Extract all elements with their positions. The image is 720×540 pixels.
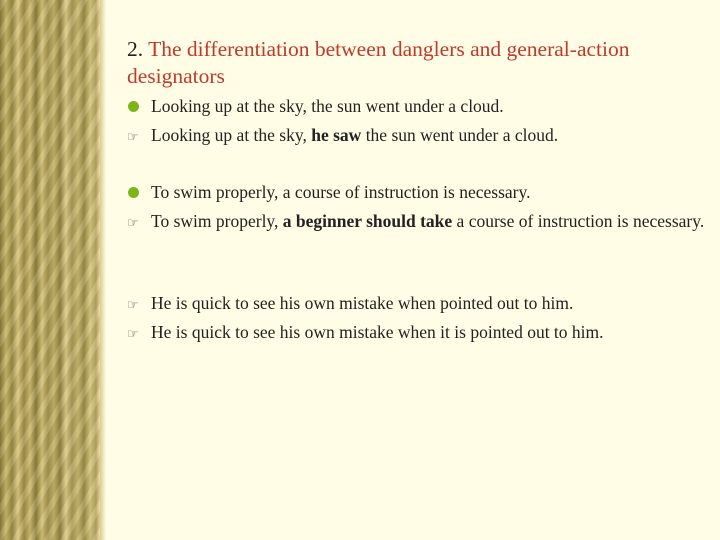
example-2-emphasis: he saw [311, 125, 362, 145]
example-1-text: Looking up at the sky, the sun went under a cloud. [151, 96, 504, 116]
example-6-text: He is quick to see his own mistake when it is pointed out to him. [151, 322, 604, 342]
title-text: The differentiation between danglers and general-action designators [127, 37, 630, 88]
example-1 [127, 94, 712, 118]
green-dot-bullet-icon [127, 94, 151, 118]
example-6 [127, 320, 712, 347]
example-2-after: the sun went under a cloud. [361, 125, 559, 145]
pointing-hand-icon: ☞ [127, 130, 139, 145]
example-4-emphasis: a beginner should take [282, 211, 453, 231]
example-3 [127, 180, 712, 204]
band-edge [100, 0, 106, 540]
example-5-text: He is quick to see his own mistake when pointed out to him. [151, 293, 574, 313]
example-4-before: To swim properly, [151, 211, 283, 231]
pointing-hand-icon: ☞ [127, 298, 139, 313]
example-2-before: Looking up at the sky, [151, 125, 312, 145]
green-dot-bullet-icon [127, 180, 151, 204]
example-3-text: To swim properly, a course of instruction is necessary. [151, 182, 531, 202]
decorative-left-band [0, 0, 100, 540]
title-number: 2. [127, 37, 144, 61]
slide-title [127, 36, 702, 90]
example-5 [127, 291, 712, 318]
example-2 [127, 123, 712, 150]
example-4 [127, 209, 712, 236]
example-4-after: a course of instruction is necessary. [452, 211, 705, 231]
pointing-hand-icon: ☞ [127, 327, 139, 342]
pointing-hand-icon: ☞ [127, 216, 139, 231]
